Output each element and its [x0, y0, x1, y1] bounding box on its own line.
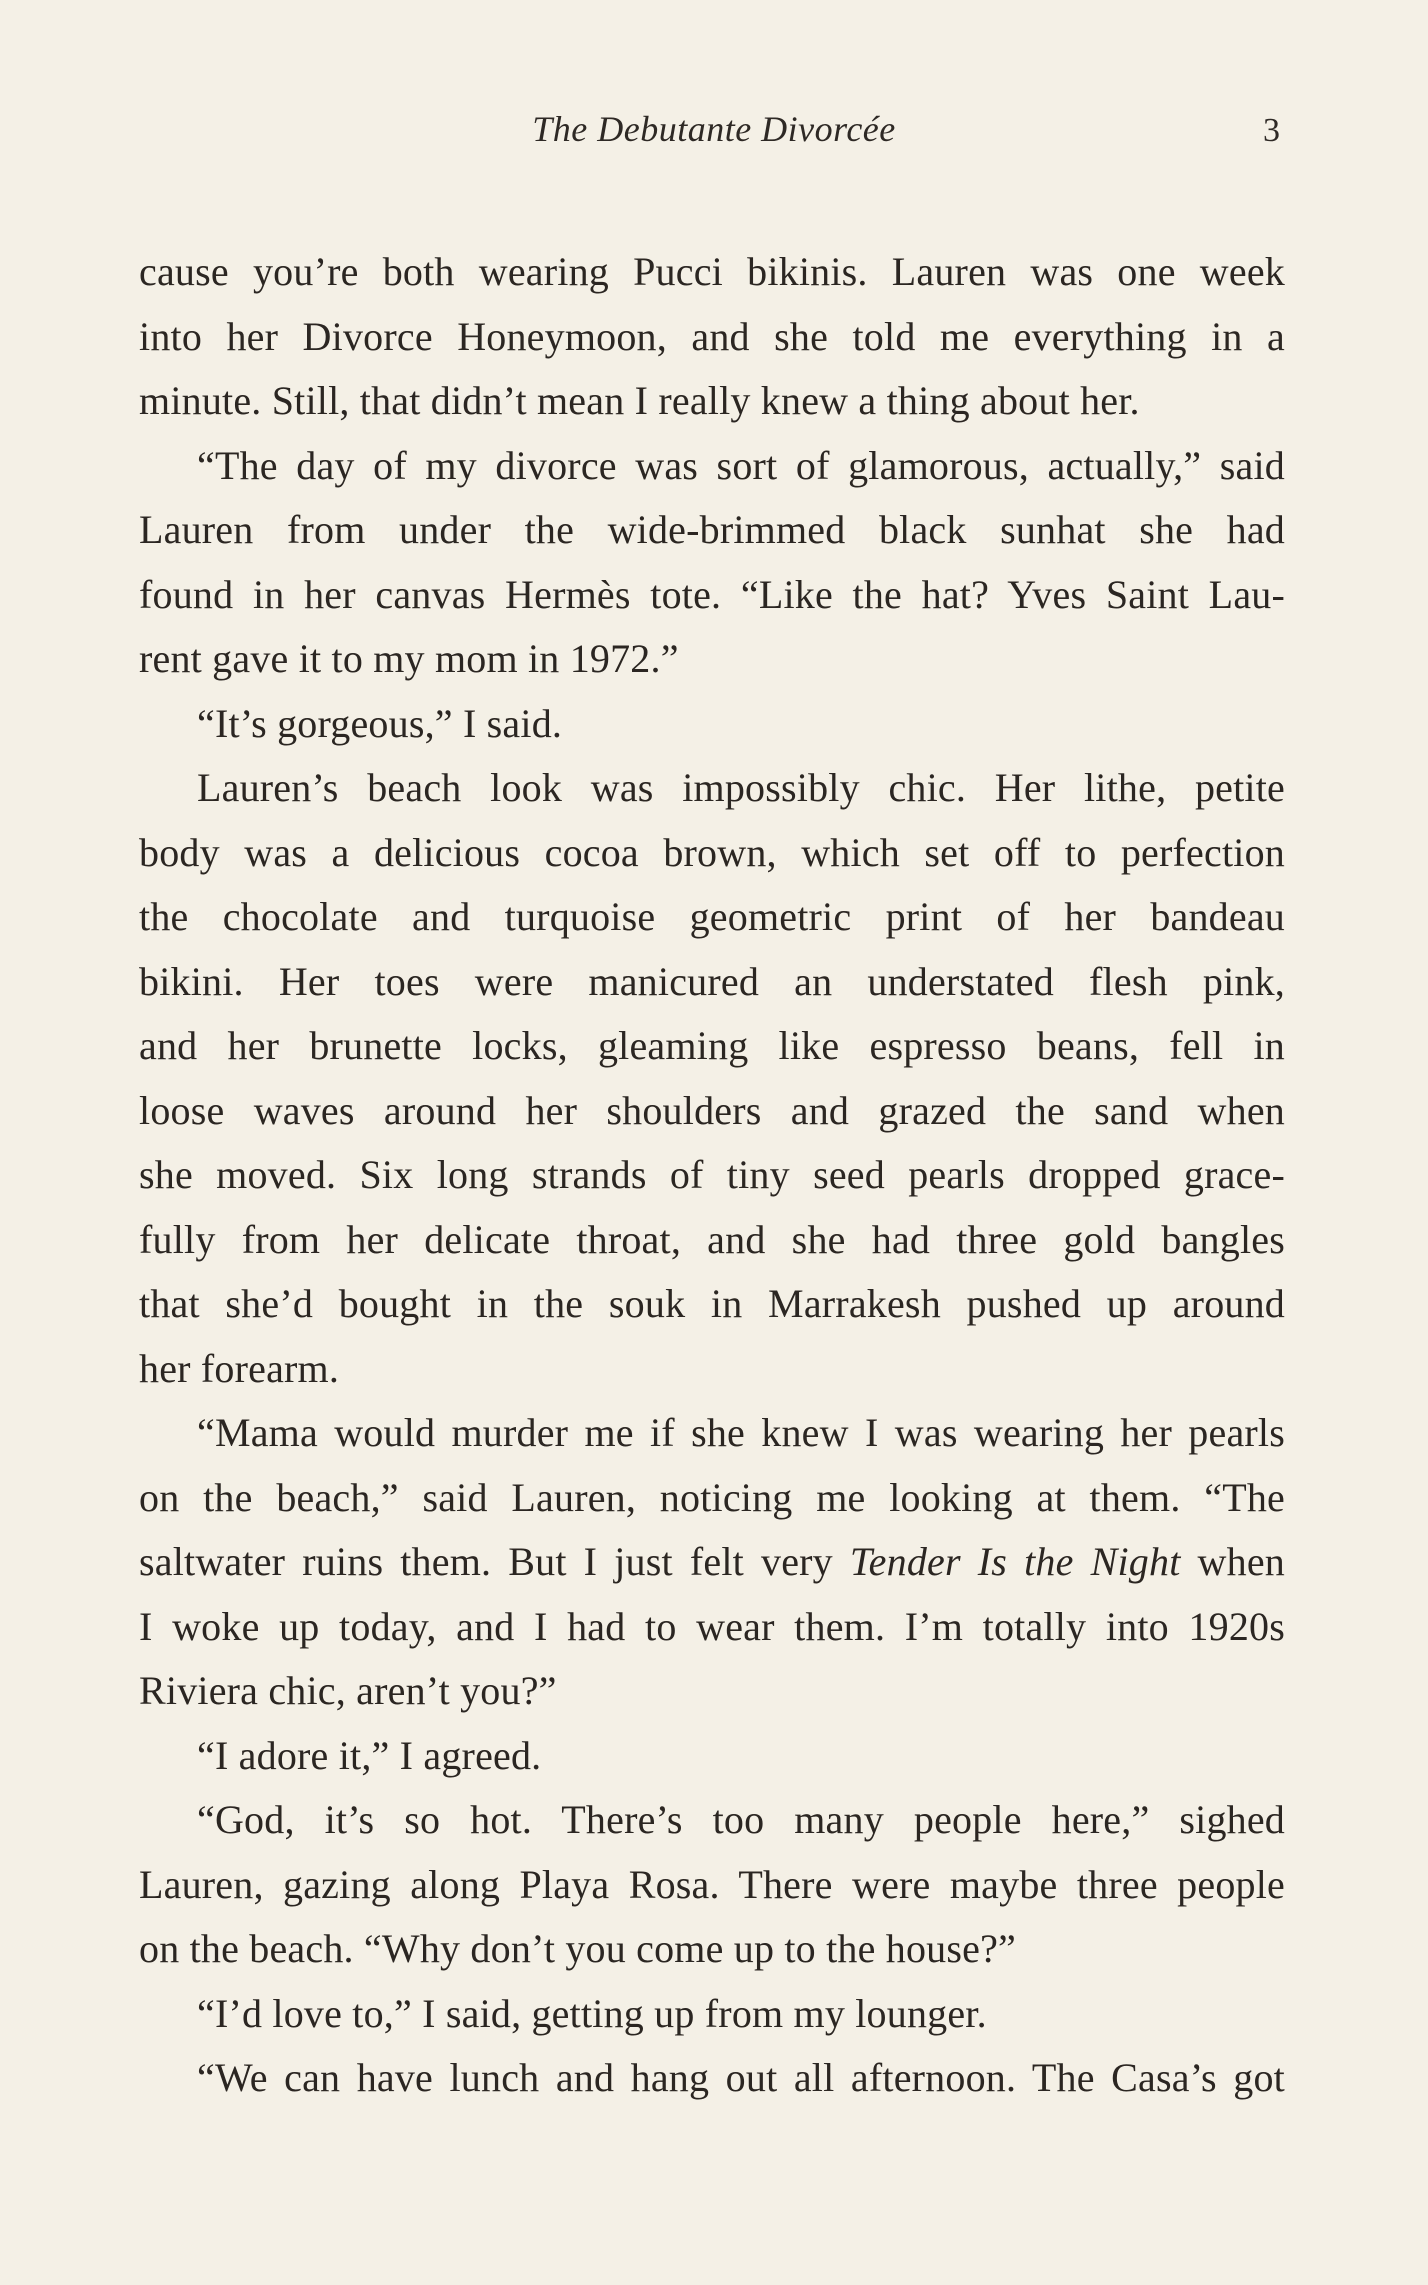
text-line: rent gave it to my mom in 1972.”: [139, 636, 679, 681]
text-line: found in her canvas Hermès tote. “Like the hat? Yves Saint Lau-: [139, 571, 1285, 617]
text-line: “Mama would murder me if she knew I was wearing her pearls: [197, 1410, 1285, 1455]
text-line: on the beach. “Why don’t you come up to the house?”: [139, 1926, 1016, 1971]
text-line: Lauren from under the wide-brimmed black sunhat she had: [139, 507, 1285, 552]
page-number: 3: [1263, 112, 1280, 149]
text-line: Riviera chic, aren’t you?”: [139, 1668, 557, 1713]
text-line: fully from her delicate throat, and she had three gold bangles: [139, 1216, 1285, 1262]
text-line: “We can have lunch and hang out all afternoon. The Casa’s got: [197, 2055, 1285, 2100]
text-line: cause you’re both wearing Pucci bikinis. Lauren was one week: [139, 249, 1285, 294]
text-line: on the beach,” said Lauren, noticing me looking at them. “The: [139, 1474, 1285, 1520]
text-line: “I adore it,” I agreed.: [197, 1732, 542, 1778]
text-line: she moved. Six long strands of tiny seed pearls dropped grace-: [139, 1152, 1285, 1197]
text-line: bikini. Her toes were manicured an understated flesh pink,: [139, 958, 1285, 1004]
text-line: I woke up today, and I had to wear them. I’m totally into 1920s: [139, 1603, 1285, 1649]
text-line: her forearm.: [139, 1345, 340, 1391]
text-run: saltwater ruins them. But I just felt very: [139, 1539, 850, 1584]
text-line: into her Divorce Honeymoon, and she told me everything in a: [139, 313, 1285, 359]
text-line: the chocolate and turquoise geometric print of her bandeau: [139, 894, 1285, 939]
text-line: Lauren’s beach look was impossibly chic. Her lithe, petite: [197, 765, 1285, 810]
text-line: “I’d love to,” I said, getting up from my lounger.: [197, 1990, 987, 2036]
text-line: loose waves around her shoulders and grazed the sand when: [139, 1087, 1285, 1133]
text-line: “God, it’s so hot. There’s too many people here,” sighed: [197, 1797, 1285, 1842]
running-head-title: The Debutante Divorcée: [532, 109, 896, 149]
text-line: “It’s gorgeous,” I said.: [197, 700, 563, 746]
book-title-italic: Tender Is the Night: [849, 1539, 1181, 1584]
text-line: body was a delicious cocoa brown, which set off to perfection: [139, 829, 1285, 875]
body-text: [139, 240, 1285, 2111]
text-line: Lauren, gazing along Playa Rosa. There were maybe three people: [139, 1861, 1285, 1907]
text-line: and her brunette locks, gleaming like espresso beans, fell in: [139, 1023, 1285, 1068]
text-run: when: [1180, 1539, 1285, 1584]
text-line: that she’d bought in the souk in Marrakesh pushed up around: [139, 1281, 1285, 1326]
text-line: minute. Still, that didn’t mean I really knew a thing about her.: [139, 378, 1140, 423]
text-line-with-italic: [139, 1530, 1285, 1595]
running-head: [0, 108, 1428, 158]
text-line: “The day of my divorce was sort of glamorous, actually,” said: [197, 442, 1285, 488]
